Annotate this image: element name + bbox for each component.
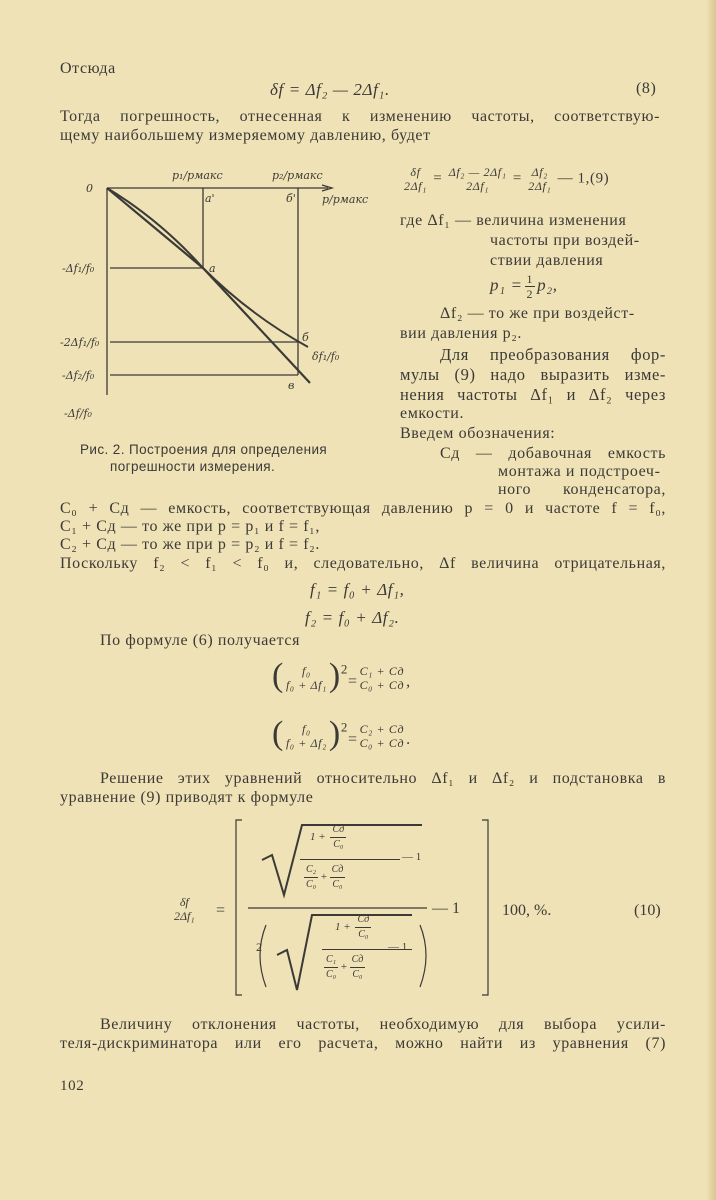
- paragraph-line: щему наибольшему измеряемому давлению, будет: [60, 127, 431, 144]
- point-b-top: б': [286, 192, 296, 205]
- intro-text: Отсюда: [60, 60, 116, 77]
- text-line: мулы (9) надо выразить изме-: [400, 365, 666, 384]
- f1-equation: f₁ = f₀ + Δf₁,: [310, 580, 405, 599]
- text-line: Введем обозначения:: [400, 425, 556, 442]
- point-v: в: [288, 379, 295, 392]
- page-edge: [706, 0, 716, 1200]
- p2-label: p₂/pмакс: [272, 169, 323, 182]
- text-line: Для преобразования фор-: [440, 345, 666, 364]
- delta-label: δf₁/f₀: [312, 350, 340, 363]
- p1-equation: p₁ = $\frac{1}{2}$ p₂,: [490, 272, 558, 301]
- y-label-1: -Δf₁/f₀: [62, 262, 95, 275]
- figure-caption: погрешности измерения.: [110, 459, 276, 474]
- equation-8: δf = Δf₂ — 2Δf₁.: [270, 80, 390, 99]
- p1-label: p₁/pмакс: [172, 169, 223, 182]
- equation-10: δf 2Δf₁ = 1 + Cд C₀ — 1 $\frac{\text{C₂}}{\text{C₀}}$ + Cд C₀ 2 1 + Cд C₀ — 1 $\frac{\text{C₁}}{\text{C₀}}$ + Cд C₀ — 1 100, %. (10): [160, 815, 680, 1000]
- text-line: Поскольку f₂ < f₁ < f₀ и, следовательно, Δf величина отрицательная,: [60, 555, 666, 572]
- definition-line: C₀ + Cд — емкость, соответствующая давлению p = 0 и частоте f = f₀,: [60, 500, 666, 517]
- point-a: a: [209, 262, 216, 275]
- page-number: 102: [60, 1078, 85, 1094]
- paragraph-line: Тогда погрешность, отнесенная к изменению частоты, соответствую-: [60, 108, 660, 125]
- text-line: вии давления p₂.: [400, 325, 523, 342]
- text-line: Δf₂ — то же при воздейст-: [440, 305, 635, 322]
- text-line: монтажа и подстроеч-: [498, 463, 661, 480]
- text-line: где Δf₁ — величина изменения: [400, 212, 627, 229]
- equation-9: δf 2Δf₁ = Δf₂ — 2Δf₁ 2Δf₁ = Δf₂ 2Δf₁ — 1,(9): [404, 165, 610, 193]
- definition-line: C₂ + Cд — то же при p = p₂ и f = f₂.: [60, 536, 320, 553]
- text-line: нения частоты Δf₁ и Δf₂ через: [400, 385, 666, 404]
- text-line: Величину отклонения частоты, необходимую для выбора усили-: [100, 1016, 666, 1033]
- y-label-2: -2Δf₁/f₀: [60, 336, 100, 349]
- figure-diagram: [60, 155, 380, 445]
- text-line: частоты при воздей-: [490, 232, 640, 249]
- definition-line: C₁ + Cд — то же при p = p₁ и f = f₁,: [60, 518, 320, 535]
- point-a-top: a': [205, 192, 215, 205]
- text-line: Решение этих уравнений относительно Δf₁ и Δf₂ и подстановка в: [100, 770, 666, 787]
- f2-equation: f₂ = f₀ + Δf₂.: [305, 608, 400, 627]
- text-line: По формуле (6) получается: [100, 632, 301, 649]
- ratio-equation-2: ( f₀ f₀ + Δf₂ )$^2$= C₂ + Cд C₀ + Cд .: [272, 715, 411, 752]
- origin-label: 0: [86, 182, 93, 195]
- x-axis-label: p/pмакс: [322, 193, 369, 206]
- text-line: ного конденсатора,: [498, 481, 666, 498]
- figure-caption: Рис. 2. Построения для определения: [80, 442, 328, 457]
- equation-number: (8): [636, 80, 657, 97]
- text-line: уравнение (9) приводят к формуле: [60, 789, 314, 806]
- text-line: Cд — добавочная емкость: [440, 445, 666, 462]
- text-line: теля-дискриминатора или его расчета, можно найти из уравнения (7): [60, 1035, 666, 1052]
- y-axis-label: -Δf/f₀: [64, 407, 92, 420]
- y-label-3: -Δf₂/f₀: [62, 369, 95, 382]
- ratio-equation-1: ( f₀ f₀ + Δf₁ )$^2$= C₁ + Cд C₀ + Cд ,: [272, 657, 411, 694]
- text-line: ствии давления: [490, 252, 604, 269]
- text-line: емкости.: [400, 405, 465, 422]
- point-b: б: [302, 331, 309, 344]
